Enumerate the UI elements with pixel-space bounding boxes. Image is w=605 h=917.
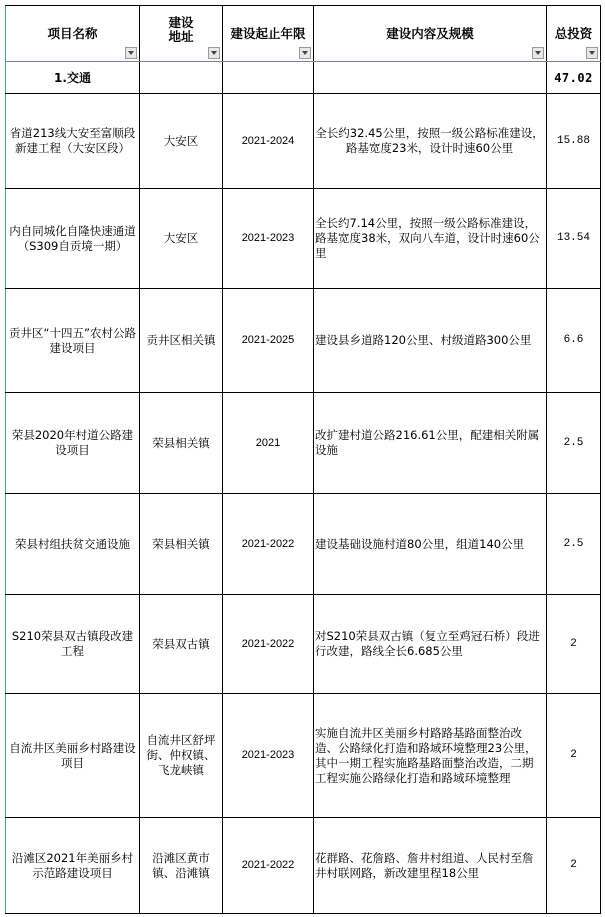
filter-dropdown-icon[interactable] xyxy=(208,47,220,59)
header-label: 建设起止年限 xyxy=(230,25,306,41)
header-row xyxy=(6,6,601,62)
project-content: 建设县乡道路120公里、村级道路300公里 xyxy=(314,289,547,393)
project-years: 2021 xyxy=(223,393,314,494)
project-table xyxy=(5,5,601,914)
project-address: 荣县双古镇 xyxy=(140,595,223,694)
project-total: 2.5 xyxy=(547,494,601,595)
project-address: 荣县相关镇 xyxy=(140,393,223,494)
project-total: 2 xyxy=(547,818,601,914)
table-row xyxy=(6,494,601,595)
header-label: 建设内容及规模 xyxy=(386,25,474,41)
empty-cell xyxy=(140,62,223,94)
empty-cell xyxy=(314,62,547,94)
project-total: 2 xyxy=(547,595,601,694)
table-row xyxy=(6,818,601,914)
project-years: 2021-2022 xyxy=(223,494,314,595)
header-total xyxy=(547,6,601,62)
project-years: 2021-2023 xyxy=(223,189,314,289)
project-name: 贡井区“十四五”农村公路建设项目 xyxy=(6,289,140,393)
project-years: 2021-2024 xyxy=(223,94,314,189)
project-total: 15.88 xyxy=(547,94,601,189)
header-content xyxy=(314,6,547,62)
header-label: 项目名称 xyxy=(47,25,98,41)
table-row xyxy=(6,289,601,393)
project-name: 沿滩区2021年美丽乡村示范路建设项目 xyxy=(6,818,140,914)
project-name: 荣县2020年村道公路建设项目 xyxy=(6,393,140,494)
filter-dropdown-icon[interactable] xyxy=(299,47,311,59)
project-name: 内自同城化自隆快速通道（S309自贡境一期） xyxy=(6,189,140,289)
project-address: 大安区 xyxy=(140,189,223,289)
project-name: 荣县村组扶贫交通设施 xyxy=(6,494,140,595)
table-row xyxy=(6,189,601,289)
header-address xyxy=(140,6,223,62)
project-content: 建设基础设施村道80公里，组道140公里 xyxy=(314,494,547,595)
header-label: 总投资 xyxy=(554,25,593,41)
project-total: 6.6 xyxy=(547,289,601,393)
project-years: 2021-2022 xyxy=(223,595,314,694)
header-project-name xyxy=(6,6,140,62)
project-content: 对S210荣县双古镇（复立至鸡冠石桥）段进行改建，路线全长6.685公里 xyxy=(314,595,547,694)
filter-dropdown-icon[interactable] xyxy=(586,47,598,59)
project-years: 2021-2023 xyxy=(223,694,314,818)
table-row xyxy=(6,595,601,694)
category-name: 1.交通 xyxy=(6,62,140,94)
project-name: 省道213线大安至富顺段新建工程（大安区段） xyxy=(6,94,140,189)
project-address: 自流井区舒坪街、仲权镇、飞龙峡镇 xyxy=(140,694,223,818)
table-row xyxy=(6,694,601,818)
category-total: 47.02 xyxy=(547,62,601,94)
category-row xyxy=(6,62,601,94)
project-total: 2.5 xyxy=(547,393,601,494)
project-content: 全长约7.14公里，按照一级公路标准建设，路基宽度38米，双向八车道，设计时速60公里 xyxy=(314,189,547,289)
project-address: 沿滩区黄市镇、沿滩镇 xyxy=(140,818,223,914)
project-address: 大安区 xyxy=(140,94,223,189)
project-address: 贡井区相关镇 xyxy=(140,289,223,393)
table-row xyxy=(6,393,601,494)
filter-dropdown-icon[interactable] xyxy=(125,47,137,59)
project-total: 13.54 xyxy=(547,189,601,289)
project-content: 实施自流井区美丽乡村路路基路面整治改造、公路绿化打造和路域环境整理23公里，其中一期工程实施路基路面整治改造，二期工程实施公路绿化打造和路域环境整理 xyxy=(314,694,547,818)
project-address: 荣县相关镇 xyxy=(140,494,223,595)
project-years: 2021-2022 xyxy=(223,818,314,914)
project-content: 花群路、花詹路、詹井村组道、人民村至詹井村联网路，新改建里程18公里 xyxy=(314,818,547,914)
table-row xyxy=(6,94,601,189)
empty-cell xyxy=(223,62,314,94)
filter-dropdown-icon[interactable] xyxy=(532,47,544,59)
project-name: 自流井区美丽乡村路建设项目 xyxy=(6,694,140,818)
project-years: 2021-2025 xyxy=(223,289,314,393)
project-total: 2 xyxy=(547,694,601,818)
header-label: 建设 地址 xyxy=(168,14,194,44)
header-years xyxy=(223,6,314,62)
project-content: 改扩建村道公路216.61公里，配建相关附属设施 xyxy=(314,393,547,494)
project-content: 全长约32.45公里，按照一级公路标准建设，路基宽度23米，设计时速60公里 xyxy=(314,94,547,189)
project-name: S210荣县双古镇段改建工程 xyxy=(6,595,140,694)
